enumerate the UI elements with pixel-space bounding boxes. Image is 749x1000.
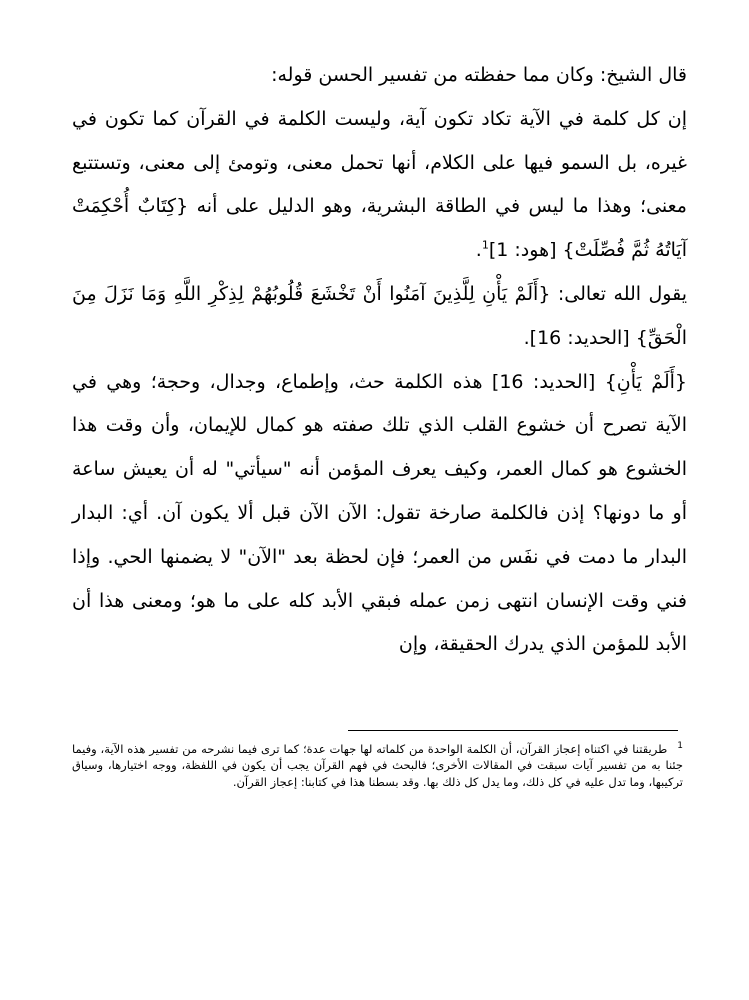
footnote-text: طريقتنا في اكتناه إعجاز القرآن، أن الكلمة الواحدة من كلماته لها جهات عدة؛ كما ترى فيما نشرحه من تفسير هذه الآية، وفيما جئنا به من تفسير آيات سبقت في المقالات الأخرى؛ فالبحث في فهم القرآن يجب أن يكون في اللفظة، ووجه اختيارها، وسياق تركيبها، وما تدل عليه في كل ذلك، وما يدل كل ذلك بها. وقد بسطنا هذا في كتابنا: إعجاز القرآن. bbox=[72, 741, 683, 789]
sentence-end: . bbox=[475, 239, 482, 262]
paragraph-intro: قال الشيخ: وكان مما حفظته من تفسير الحسن قوله: bbox=[271, 64, 687, 86]
main-text bbox=[72, 54, 687, 667]
paragraph-commentary: {أَلَمْ يَأْنِ} [الحديد: 16] هذه الكلمة حث، وإطماع، وجدال، وحجة؛ وهي في الآية تصرح أن خشوع القلب الذي تلك صفته هو كمال للإيمان، وأن وقت هذا الخشوع هو كمال العمر، وكيف يعرف المؤمن أنه "سيأتي" له أن يعيش ساعة أو ما دونها؟ إذن فالكلمة صارخة تقول: الآن الآن قبل ألا يكون آن. أي: البدار البدار ما دمت في نفَس من العمر؛ فإن لحظة بعد "الآن" لا يضمنها الحي. وإذا فني وقت الإنسان انتهى زمن عمله فبقي الأبد كله على ما هو؛ ومعنى هذا أن الأبد للمؤمن الذي يدرك الحقيقة، وإن bbox=[72, 370, 688, 656]
paragraph-tafsir-text: إن كل كلمة في الآية تكاد تكون آية، وليست الكلمة في القرآن كما تكون في غيره، بل السمو فيها على الكلام، أنها تحمل معنى، وتومئ إلى معنى، وتستتبع معنى؛ وهذا ما ليس في الطاقة البشرية، وهو الدليل على أنه {كِتَابٌ أُحْكِمَتْ آيَاتُهُ ثُمَّ فُصِّلَتْ} [هود: 1] bbox=[72, 107, 687, 262]
footnote-reference[interactable]: 1 bbox=[481, 238, 489, 252]
paragraph-verse: يقول الله تعالى: {أَلَمْ يَأْنِ لِلَّذِينَ آمَنُوا أَنْ تَخْشَعَ قُلُوبُهُمْ لِذِكْرِ اللَّهِ وَمَا نَزَلَ مِنَ الْحَقِّ} [الحديد: 16]. bbox=[72, 282, 687, 349]
footnote bbox=[72, 738, 683, 790]
footnote-divider bbox=[348, 730, 678, 731]
paragraph-tafsir bbox=[72, 98, 687, 273]
footnote-number: 1 bbox=[677, 741, 683, 751]
footnote-paragraph bbox=[72, 738, 683, 790]
